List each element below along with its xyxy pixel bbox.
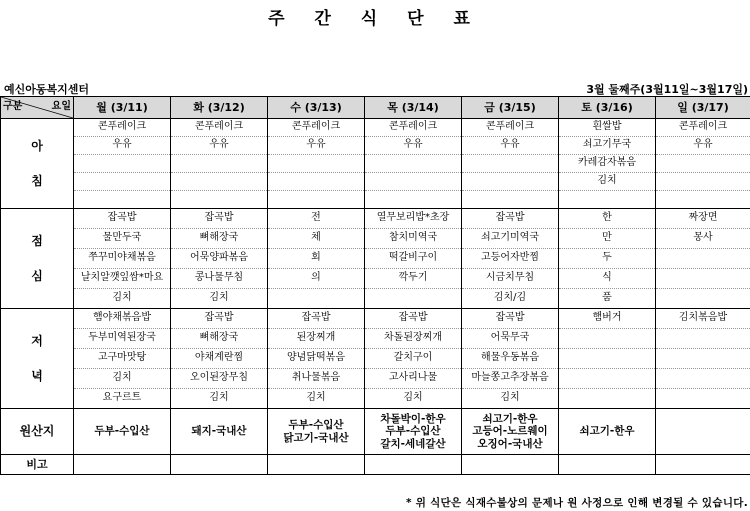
menu-item — [559, 369, 656, 389]
remark-cell — [656, 455, 750, 475]
menu-item — [559, 349, 656, 369]
remark-cell — [74, 455, 171, 475]
menu-item: 콘푸레이크 — [268, 119, 365, 137]
menu-item: 품 — [559, 289, 656, 309]
menu-item — [365, 289, 462, 309]
lunch-label — [1, 209, 74, 309]
remark-row — [1, 455, 750, 475]
lunch-row — [1, 289, 750, 309]
menu-item — [365, 155, 462, 173]
menu-item: 김치/김 — [462, 289, 559, 309]
menu-item: 시금치무침 — [462, 269, 559, 289]
menu-item — [268, 173, 365, 191]
day-header: 월 (3/11) — [74, 97, 171, 119]
header-corner — [1, 97, 74, 119]
menu-item: 만 — [559, 229, 656, 249]
menu-item: 열무보리밥*초장 — [365, 209, 462, 229]
menu-item — [656, 329, 750, 349]
menu-item — [74, 173, 171, 191]
menu-item: 콘푸레이크 — [462, 119, 559, 137]
menu-item: 어묵양파볶음 — [171, 249, 268, 269]
menu-item — [365, 191, 462, 209]
menu-item — [171, 173, 268, 191]
menu-item: 짜장면 — [656, 209, 750, 229]
day-header: 금 (3/15) — [462, 97, 559, 119]
menu-item: 고등어자반찜 — [462, 249, 559, 269]
corner-label-day: 요일 — [51, 101, 71, 112]
menu-item — [74, 191, 171, 209]
menu-item: 김치 — [365, 389, 462, 409]
menu-item: 마늘쫑고추장볶음 — [462, 369, 559, 389]
origin-cell: 돼지-국내산 — [171, 409, 268, 455]
menu-item — [268, 191, 365, 209]
breakfast-label — [1, 119, 74, 209]
remark-label: 비고 — [1, 455, 74, 475]
menu-item: 두 — [559, 249, 656, 269]
remark-cell — [462, 455, 559, 475]
meal-label-char: 침 — [31, 173, 43, 188]
menu-item: 참치미역국 — [365, 229, 462, 249]
footnote: * 위 식단은 식재수불상의 문제나 원 사정으로 인해 변경될 수 있습니다. — [405, 497, 748, 509]
meal-label-char: 아 — [31, 138, 43, 153]
breakfast-row — [1, 119, 750, 137]
remark-cell — [268, 455, 365, 475]
menu-item: 김치 — [171, 289, 268, 309]
menu-item — [656, 173, 750, 191]
menu-item: 잡곡밥 — [74, 209, 171, 229]
menu-item: 식 — [559, 269, 656, 289]
menu-item: 야채계란찜 — [171, 349, 268, 369]
menu-item: 차돌된장찌개 — [365, 329, 462, 349]
menu-item: 쭈꾸미야채볶음 — [74, 249, 171, 269]
menu-item: 고사리나물 — [365, 369, 462, 389]
header-row — [1, 97, 750, 119]
lunch-row — [1, 229, 750, 249]
lunch-row — [1, 209, 750, 229]
menu-item: 요구르트 — [74, 389, 171, 409]
menu-item: 김치 — [268, 389, 365, 409]
lunch-row — [1, 249, 750, 269]
menu-item: 회 — [268, 249, 365, 269]
dinner-row — [1, 389, 750, 409]
menu-item: 해물우동볶음 — [462, 349, 559, 369]
menu-item — [656, 349, 750, 369]
menu-item: 김치 — [171, 389, 268, 409]
menu-item: 취나물볶음 — [268, 369, 365, 389]
breakfast-row — [1, 137, 750, 155]
origin-cell — [656, 409, 750, 455]
remark-cell — [171, 455, 268, 475]
remark-cell — [365, 455, 462, 475]
menu-item — [462, 155, 559, 173]
meal-label-char: 점 — [31, 233, 43, 248]
page-title: 주 간 식 단 표 — [268, 9, 482, 29]
menu-item: 콘푸레이크 — [74, 119, 171, 137]
menu-item: 햄버거 — [559, 309, 656, 329]
breakfast-row — [1, 155, 750, 173]
menu-item — [559, 329, 656, 349]
meal-label-char: 녁 — [31, 368, 43, 383]
menu-item — [656, 389, 750, 409]
menu-item: 몽사 — [656, 229, 750, 249]
menu-item — [656, 191, 750, 209]
week-period: 3월 둘째주(3월11일~3월17일) — [586, 83, 748, 96]
menu-item: 깍두기 — [365, 269, 462, 289]
menu-item: 우유 — [74, 137, 171, 155]
origin-cell: 쇠고기-한우 고등어-노르웨이 오징어-국내산 — [462, 409, 559, 455]
menu-item: 쇠고기미역국 — [462, 229, 559, 249]
menu-item: 김치 — [74, 289, 171, 309]
menu-item: 우유 — [268, 137, 365, 155]
menu-item: 양념닭떡볶음 — [268, 349, 365, 369]
menu-item: 김치볶음밥 — [656, 309, 750, 329]
menu-item — [656, 155, 750, 173]
menu-item: 잡곡밥 — [365, 309, 462, 329]
dinner-row — [1, 349, 750, 369]
menu-item — [559, 389, 656, 409]
menu-item: 우유 — [365, 137, 462, 155]
day-header: 토 (3/16) — [559, 97, 656, 119]
menu-item — [268, 155, 365, 173]
menu-item — [656, 369, 750, 389]
menu-item: 전 — [268, 209, 365, 229]
menu-item: 의 — [268, 269, 365, 289]
dinner-row — [1, 329, 750, 349]
organization-name: 예신아동복지센터 — [4, 83, 90, 96]
origin-label: 원산지 — [1, 409, 74, 455]
menu-item: 흰쌀밥 — [559, 119, 656, 137]
origin-cell: 두부-수입산 — [74, 409, 171, 455]
menu-item: 우유 — [656, 137, 750, 155]
menu-item: 우유 — [171, 137, 268, 155]
menu-item — [171, 191, 268, 209]
menu-item: 한 — [559, 209, 656, 229]
menu-item — [559, 191, 656, 209]
menu-item: 고구마맛탕 — [74, 349, 171, 369]
menu-item: 물만두국 — [74, 229, 171, 249]
corner-label-category: 구분 — [3, 101, 23, 112]
origin-row — [1, 409, 750, 455]
menu-item: 된장찌개 — [268, 329, 365, 349]
day-header: 일 (3/17) — [656, 97, 750, 119]
lunch-row — [1, 269, 750, 289]
menu-item: 햄야채볶음밥 — [74, 309, 171, 329]
menu-item: 잡곡밥 — [171, 209, 268, 229]
menu-item: 잡곡밥 — [268, 309, 365, 329]
weekly-menu-table — [0, 96, 750, 475]
menu-item — [74, 155, 171, 173]
menu-item: 콘푸레이크 — [656, 119, 750, 137]
menu-item: 콘푸레이크 — [171, 119, 268, 137]
remark-cell — [559, 455, 656, 475]
day-header: 수 (3/13) — [268, 97, 365, 119]
menu-item: 어묵무국 — [462, 329, 559, 349]
meal-label-char: 저 — [31, 333, 43, 348]
meal-label-char: 심 — [31, 268, 43, 283]
menu-item: 잡곡밥 — [462, 209, 559, 229]
menu-item — [268, 289, 365, 309]
menu-item — [656, 269, 750, 289]
menu-item: 카레감자볶음 — [559, 155, 656, 173]
menu-item: 우유 — [462, 137, 559, 155]
menu-item — [462, 173, 559, 191]
menu-item: 뼈해장국 — [171, 329, 268, 349]
origin-cell: 쇠고기-한우 — [559, 409, 656, 455]
breakfast-row — [1, 173, 750, 191]
menu-item: 날치알깻잎쌈*마요 — [74, 269, 171, 289]
menu-item: 김치 — [74, 369, 171, 389]
origin-cell: 두부-수입산 닭고기-국내산 — [268, 409, 365, 455]
menu-item: 콘푸레이크 — [365, 119, 462, 137]
dinner-label — [1, 309, 74, 409]
menu-item — [171, 155, 268, 173]
day-header: 목 (3/14) — [365, 97, 462, 119]
menu-item: 떡갈비구이 — [365, 249, 462, 269]
menu-item — [656, 289, 750, 309]
dinner-row — [1, 369, 750, 389]
menu-item: 체 — [268, 229, 365, 249]
menu-item: 잡곡밥 — [462, 309, 559, 329]
menu-item — [365, 173, 462, 191]
day-header: 화 (3/12) — [171, 97, 268, 119]
breakfast-row — [1, 191, 750, 209]
menu-item: 오이된장무침 — [171, 369, 268, 389]
menu-item: 뼈해장국 — [171, 229, 268, 249]
dinner-row — [1, 309, 750, 329]
menu-item: 두부미역된장국 — [74, 329, 171, 349]
origin-cell: 차돌박이-한우 두부-수입산 갈치-세네갈산 — [365, 409, 462, 455]
menu-item: 갈치구이 — [365, 349, 462, 369]
menu-item — [462, 191, 559, 209]
menu-body — [1, 119, 750, 409]
menu-item — [656, 249, 750, 269]
menu-item: 쇠고기무국 — [559, 137, 656, 155]
menu-item: 김치 — [559, 173, 656, 191]
menu-item: 김치 — [462, 389, 559, 409]
menu-item: 잡곡밥 — [171, 309, 268, 329]
menu-item: 콩나물무침 — [171, 269, 268, 289]
